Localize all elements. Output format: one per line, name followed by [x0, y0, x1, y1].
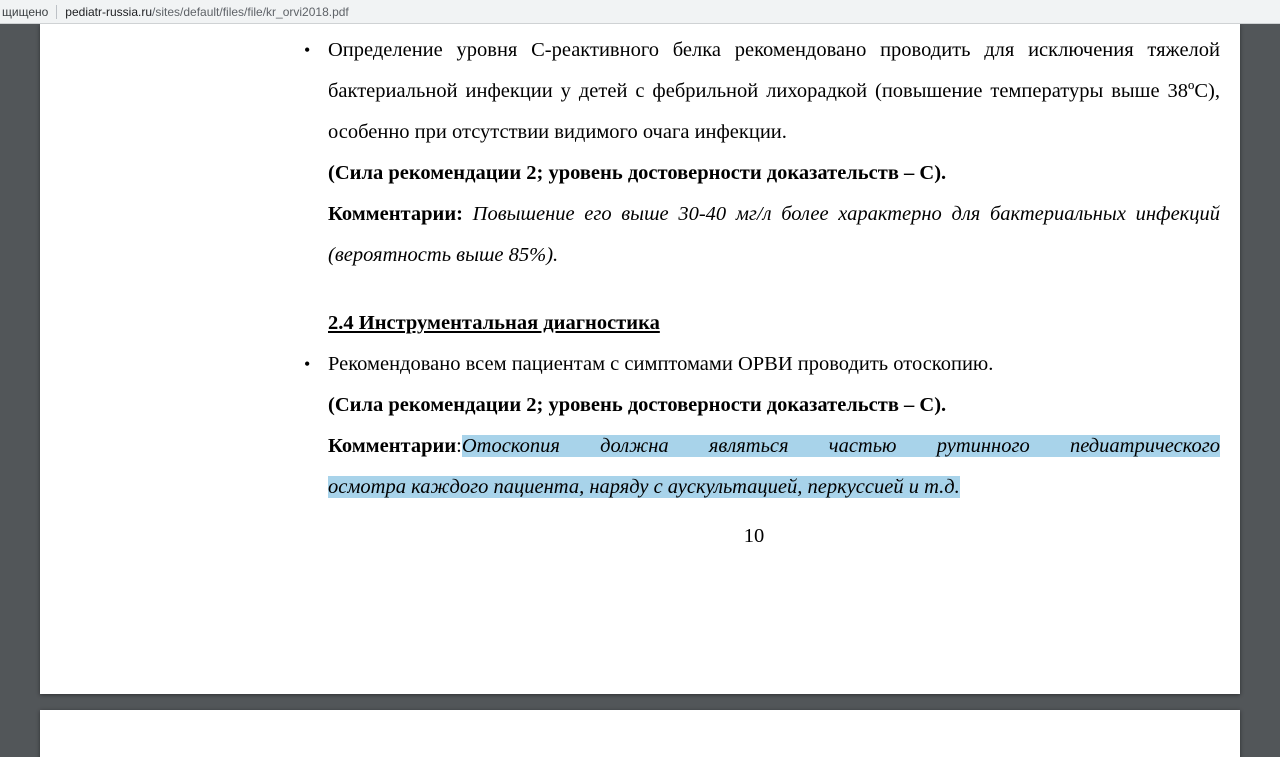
- list-item: [288, 30, 1220, 153]
- list-item-text: Рекомендовано всем пациентам с симптомами ОРВИ проводить отоскопию.: [328, 353, 994, 375]
- bullet-marker: •: [304, 40, 311, 60]
- highlighted-text[interactable]: Отоскопия должна являться частью рутинного педиатрического: [461, 435, 1220, 457]
- comment-label: Комментарии:: [328, 203, 463, 225]
- comment-label: Комментарии: [328, 435, 457, 457]
- comment-line-2: [328, 467, 1220, 508]
- comment-block-1: [328, 194, 1220, 276]
- omnibox-divider: [56, 5, 57, 19]
- url-text[interactable]: [65, 5, 348, 19]
- list-item: [288, 344, 1220, 385]
- page-number: 10: [743, 525, 765, 547]
- comment-block-2: [328, 426, 1220, 508]
- page-content: [288, 30, 1220, 557]
- recommendation-strength-2: (Сила рекомендации 2; уровень достоверности доказательств – С).: [328, 394, 947, 416]
- pdf-page-10: [40, 24, 1240, 694]
- url-path: /sites/default/files/file/kr_orvi2018.pdf: [152, 4, 349, 19]
- security-status-label: щищено: [2, 4, 49, 19]
- pdf-viewer[interactable]: [0, 24, 1280, 757]
- list-item-text: Определение уровня С-реактивного белка рекомендовано проводить для исключения тяжелой бактериальной инфекции у детей с фебрильной лихорадкой (повышение температуры выше 38ºС), особенно при отсутствии видимого очага инфекции.: [328, 39, 1220, 143]
- recommendation-strength-1: (Сила рекомендации 2; уровень достоверности доказательств – С).: [328, 162, 947, 184]
- highlighted-text[interactable]: осмотра каждого пациента, наряду с аускультацией, перкуссией и т.: [328, 476, 945, 498]
- url-host: pediatr-russia.ru: [65, 4, 152, 19]
- section-heading-2-4: 2.4 Инструментальная диагностика: [328, 312, 660, 334]
- comment-colon: :: [456, 435, 462, 457]
- pdf-page-11: [40, 710, 1240, 757]
- comment-text: Повышение его выше 30-40 мг/л более характерно для бактериальных инфекций (вероятность выше 85%).: [328, 203, 1221, 266]
- comment-line-1: [328, 426, 1220, 467]
- highlighted-text-tail[interactable]: д.: [944, 476, 960, 498]
- address-bar[interactable]: [0, 0, 349, 23]
- bullet-marker: •: [304, 354, 311, 374]
- browser-toolbar: [0, 0, 1280, 24]
